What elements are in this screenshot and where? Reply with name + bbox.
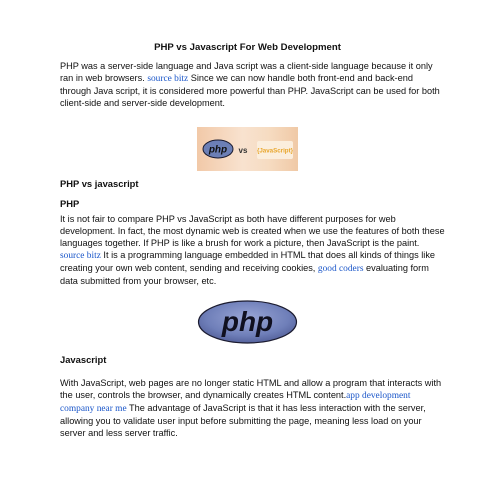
banner-vs-text: vs <box>238 146 248 155</box>
intro-source-link[interactable]: source bitz <box>147 74 189 84</box>
heading-javascript: Javascript <box>60 354 107 365</box>
heading-php-vs-javascript: PHP vs javascript <box>60 178 139 189</box>
good-coders-link[interactable]: good coders <box>317 264 364 274</box>
php-logo-graphic <box>197 300 298 344</box>
php-text-1: It is not fair to compare PHP vs JavaScript as both have different purposes for web development. In fact, the most dynamic web is created when we use the features of both these languages together. If PHP is like a brush for work a picture, then JavaScript is the paint. <box>60 214 445 248</box>
php-paragraph <box>60 213 445 287</box>
php-logo-text: php <box>221 306 274 337</box>
php-text-2: It is a programming language embedded in HTML that does all kinds of things like creating your own web content, sending and receiving cookies, <box>60 250 436 273</box>
php-logo <box>197 300 298 344</box>
banner-php-logo-text: php <box>208 144 228 156</box>
banner-graphic <box>197 127 298 171</box>
php-vs-javascript-banner <box>197 127 298 171</box>
intro-text-1: PHP was a server-side language and Java script was a client-side language because it only ran in web browsers. <box>60 61 433 83</box>
intro-paragraph <box>60 60 445 109</box>
page-title: PHP vs Javascript For Web Development <box>154 42 341 53</box>
app-development-link[interactable]: app development company near me <box>60 391 411 414</box>
js-text-1: With JavaScript, web pages are no longer static HTML and allow a program that interacts with the user, controls the browser, and dynamically creates HTML content. <box>60 378 442 400</box>
heading-php: PHP <box>60 198 80 209</box>
intro-text-2: Since we can now handle both front-end and back-end through Java script, it is considered more powerful than PHP. JavaScript can be used for both client-side and server-side development. <box>60 73 440 108</box>
php-text-3: evaluating form data submitted from your browser, etc. <box>60 263 429 286</box>
php-source-link[interactable]: source bitz <box>60 251 101 261</box>
js-text-2: The advantage of JavaScript is that it has less interaction with the server, allowing you to validate user input before submitting the page, meaning less load on your server and less server traffic. <box>60 403 426 438</box>
javascript-paragraph <box>60 377 445 439</box>
banner-javascript-logo-text: {JavaScript} <box>256 147 294 155</box>
